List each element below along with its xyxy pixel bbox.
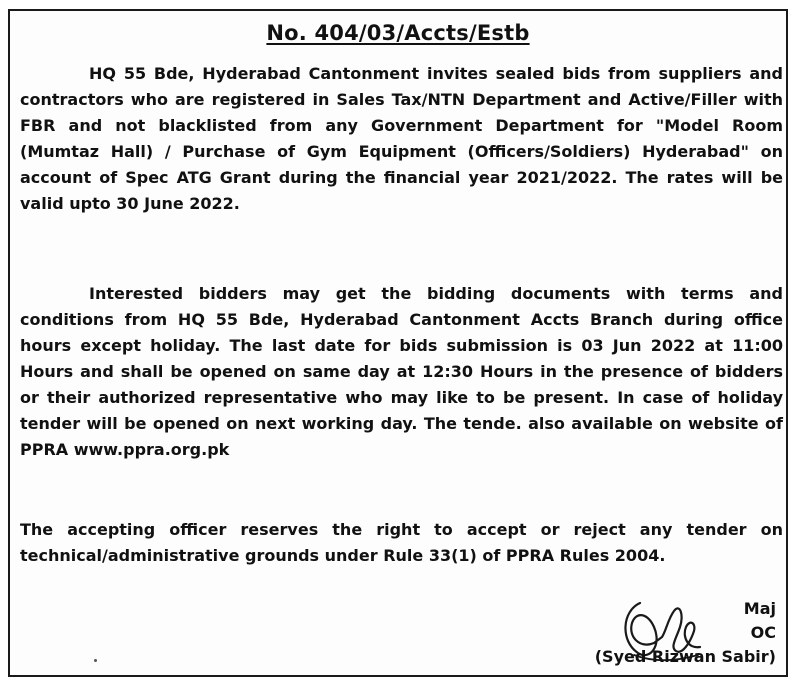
signatory-designation: OC (750, 623, 776, 642)
signatory-block (595, 597, 776, 669)
paragraph-invitation: HQ 55 Bde, Hyderabad Cantonment invites sealed bids from suppliers and contractors who are registered in Sales Tax/NTN Department and Active/Filler with FBR and not blacklisted from any Government Department for "Model Room (Mumtaz Hall) / Purchase of Gym Equipment (Officers/Soldiers) Hyderabad" on account of Spec ATG Grant during the financial year 2021/2022. The rates will be valid upto 30 June 2022. (20, 64, 783, 213)
signatory-rank: Maj (743, 599, 776, 618)
scan-speck (94, 659, 97, 662)
paragraph-bidding-documents: Interested bidders may get the bidding documents with terms and conditions from HQ 55 Bde, Hyderabad Cantonment Accts Branch during office hours except holiday. The last date for bids submission is 03 Jun 2022 at 11:00 Hours and shall be opened on same day at 12:30 Hours in the presence of bidders or their authorized representative who may like to be present. In case of holiday tender will be opened on next working day. The tende. also available on website of PPRA www.ppra.org.pk (20, 284, 783, 459)
signatory-name: (Syed Rizwan Sabir) (594, 647, 776, 666)
reference-number: No. 404/03/Accts/Estb (266, 21, 530, 45)
tender-notice (8, 9, 788, 677)
notice-reference-heading (10, 21, 786, 45)
paragraph-accepting-officer: The accepting officer reserves the right to accept or reject any tender on technical/administrative grounds under Rule 33(1) of PPRA Rules 2004. (20, 520, 783, 565)
